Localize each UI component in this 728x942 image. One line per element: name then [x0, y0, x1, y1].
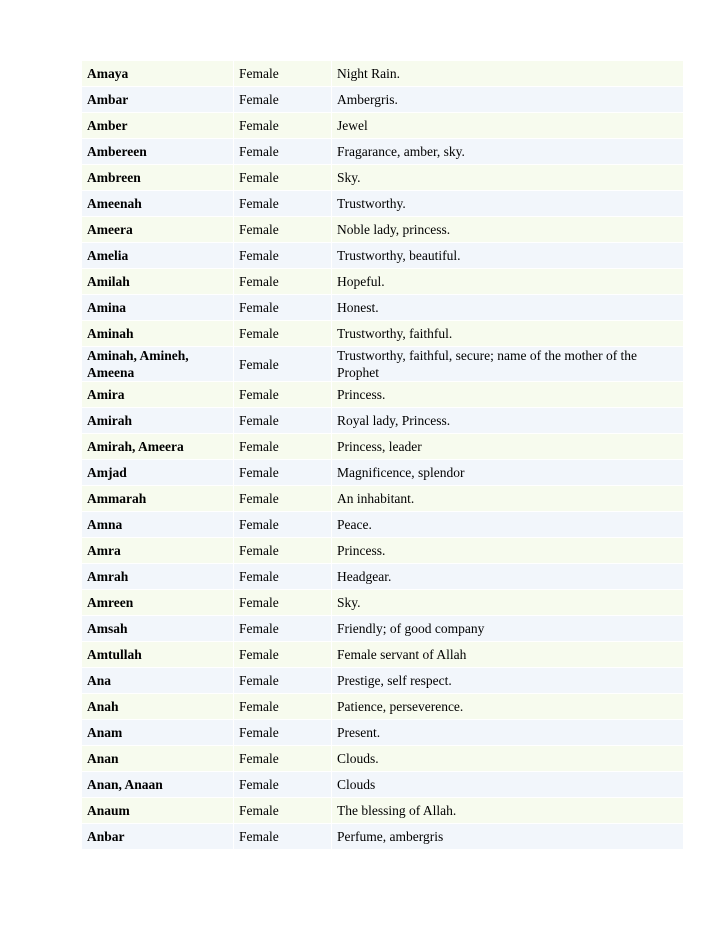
name-cell: Anam — [82, 720, 233, 745]
table-row — [82, 824, 683, 849]
gender-cell: Female — [234, 87, 331, 112]
name-cell: Amreen — [82, 590, 233, 615]
name-cell: Anbar — [82, 824, 233, 849]
gender-cell: Female — [234, 720, 331, 745]
table-row — [82, 191, 683, 216]
meaning-cell: Trustworthy, faithful, secure; name of the mother of the Prophet — [332, 347, 683, 381]
gender-cell: Female — [234, 408, 331, 433]
gender-cell: Female — [234, 61, 331, 86]
names-table — [81, 60, 684, 850]
meaning-cell: Ambergris. — [332, 87, 683, 112]
gender-cell: Female — [234, 321, 331, 346]
gender-cell: Female — [234, 460, 331, 485]
table-row — [82, 269, 683, 294]
table-row — [82, 564, 683, 589]
meaning-cell: Princess, leader — [332, 434, 683, 459]
table-row — [82, 139, 683, 164]
table-row — [82, 321, 683, 346]
table-row — [82, 217, 683, 242]
name-cell: Amilah — [82, 269, 233, 294]
gender-cell: Female — [234, 139, 331, 164]
meaning-cell: The blessing of Allah. — [332, 798, 683, 823]
gender-cell: Female — [234, 217, 331, 242]
name-cell: Amina — [82, 295, 233, 320]
table-row — [82, 720, 683, 745]
meaning-cell: Princess. — [332, 382, 683, 407]
meaning-cell: Clouds — [332, 772, 683, 797]
gender-cell: Female — [234, 165, 331, 190]
name-cell: Amra — [82, 538, 233, 563]
meaning-cell: Sky. — [332, 590, 683, 615]
table-row — [82, 590, 683, 615]
meaning-cell: Trustworthy. — [332, 191, 683, 216]
gender-cell: Female — [234, 512, 331, 537]
gender-cell: Female — [234, 668, 331, 693]
table-row — [82, 616, 683, 641]
meaning-cell: Hopeful. — [332, 269, 683, 294]
table-row — [82, 295, 683, 320]
table-row — [82, 243, 683, 268]
name-cell: Amrah — [82, 564, 233, 589]
gender-cell: Female — [234, 590, 331, 615]
name-cell: Amber — [82, 113, 233, 138]
table-row — [82, 512, 683, 537]
gender-cell: Female — [234, 824, 331, 849]
name-cell: Ammarah — [82, 486, 233, 511]
table-row — [82, 87, 683, 112]
table-row — [82, 694, 683, 719]
meaning-cell: Noble lady, princess. — [332, 217, 683, 242]
meaning-cell: Magnificence, splendor — [332, 460, 683, 485]
gender-cell: Female — [234, 434, 331, 459]
meaning-cell: Present. — [332, 720, 683, 745]
name-cell: Amirah, Ameera — [82, 434, 233, 459]
meaning-cell: Trustworthy, faithful. — [332, 321, 683, 346]
table-row — [82, 486, 683, 511]
name-cell: Amsah — [82, 616, 233, 641]
gender-cell: Female — [234, 564, 331, 589]
name-cell: Ambar — [82, 87, 233, 112]
gender-cell: Female — [234, 295, 331, 320]
table-row — [82, 347, 683, 381]
table-row — [82, 772, 683, 797]
name-cell: Ambereen — [82, 139, 233, 164]
name-cell: Ana — [82, 668, 233, 693]
name-cell: Anan, Anaan — [82, 772, 233, 797]
meaning-cell: Peace. — [332, 512, 683, 537]
table-row — [82, 798, 683, 823]
meaning-cell: Honest. — [332, 295, 683, 320]
gender-cell: Female — [234, 486, 331, 511]
name-cell: Amaya — [82, 61, 233, 86]
meaning-cell: Friendly; of good company — [332, 616, 683, 641]
names-table-body — [82, 61, 683, 849]
name-cell: Amirah — [82, 408, 233, 433]
meaning-cell: Fragarance, amber, sky. — [332, 139, 683, 164]
table-row — [82, 408, 683, 433]
meaning-cell: Jewel — [332, 113, 683, 138]
gender-cell: Female — [234, 772, 331, 797]
gender-cell: Female — [234, 798, 331, 823]
table-row — [82, 668, 683, 693]
gender-cell: Female — [234, 382, 331, 407]
table-row — [82, 746, 683, 771]
meaning-cell: Female servant of Allah — [332, 642, 683, 667]
name-cell: Ameera — [82, 217, 233, 242]
gender-cell: Female — [234, 694, 331, 719]
table-row — [82, 434, 683, 459]
meaning-cell: Trustworthy, beautiful. — [332, 243, 683, 268]
gender-cell: Female — [234, 642, 331, 667]
gender-cell: Female — [234, 191, 331, 216]
meaning-cell: Sky. — [332, 165, 683, 190]
table-row — [82, 382, 683, 407]
name-cell: Aminah — [82, 321, 233, 346]
table-row — [82, 61, 683, 86]
table-row — [82, 165, 683, 190]
meaning-cell: Clouds. — [332, 746, 683, 771]
meaning-cell: Night Rain. — [332, 61, 683, 86]
table-row — [82, 538, 683, 563]
name-cell: Anah — [82, 694, 233, 719]
name-cell: Amelia — [82, 243, 233, 268]
table-row — [82, 460, 683, 485]
name-cell: Amjad — [82, 460, 233, 485]
name-cell: Amna — [82, 512, 233, 537]
meaning-cell: Headgear. — [332, 564, 683, 589]
name-cell: Aminah, Amineh, Ameena — [82, 347, 233, 381]
gender-cell: Female — [234, 243, 331, 268]
name-cell: Ameenah — [82, 191, 233, 216]
meaning-cell: Princess. — [332, 538, 683, 563]
gender-cell: Female — [234, 538, 331, 563]
meaning-cell: An inhabitant. — [332, 486, 683, 511]
table-row — [82, 113, 683, 138]
name-cell: Amtullah — [82, 642, 233, 667]
gender-cell: Female — [234, 616, 331, 641]
gender-cell: Female — [234, 746, 331, 771]
name-cell: Anan — [82, 746, 233, 771]
name-cell: Amira — [82, 382, 233, 407]
table-row — [82, 642, 683, 667]
meaning-cell: Royal lady, Princess. — [332, 408, 683, 433]
gender-cell: Female — [234, 347, 331, 381]
gender-cell: Female — [234, 269, 331, 294]
meaning-cell: Patience, perseverence. — [332, 694, 683, 719]
meaning-cell: Perfume, ambergris — [332, 824, 683, 849]
name-cell: Ambreen — [82, 165, 233, 190]
meaning-cell: Prestige, self respect. — [332, 668, 683, 693]
name-cell: Anaum — [82, 798, 233, 823]
gender-cell: Female — [234, 113, 331, 138]
